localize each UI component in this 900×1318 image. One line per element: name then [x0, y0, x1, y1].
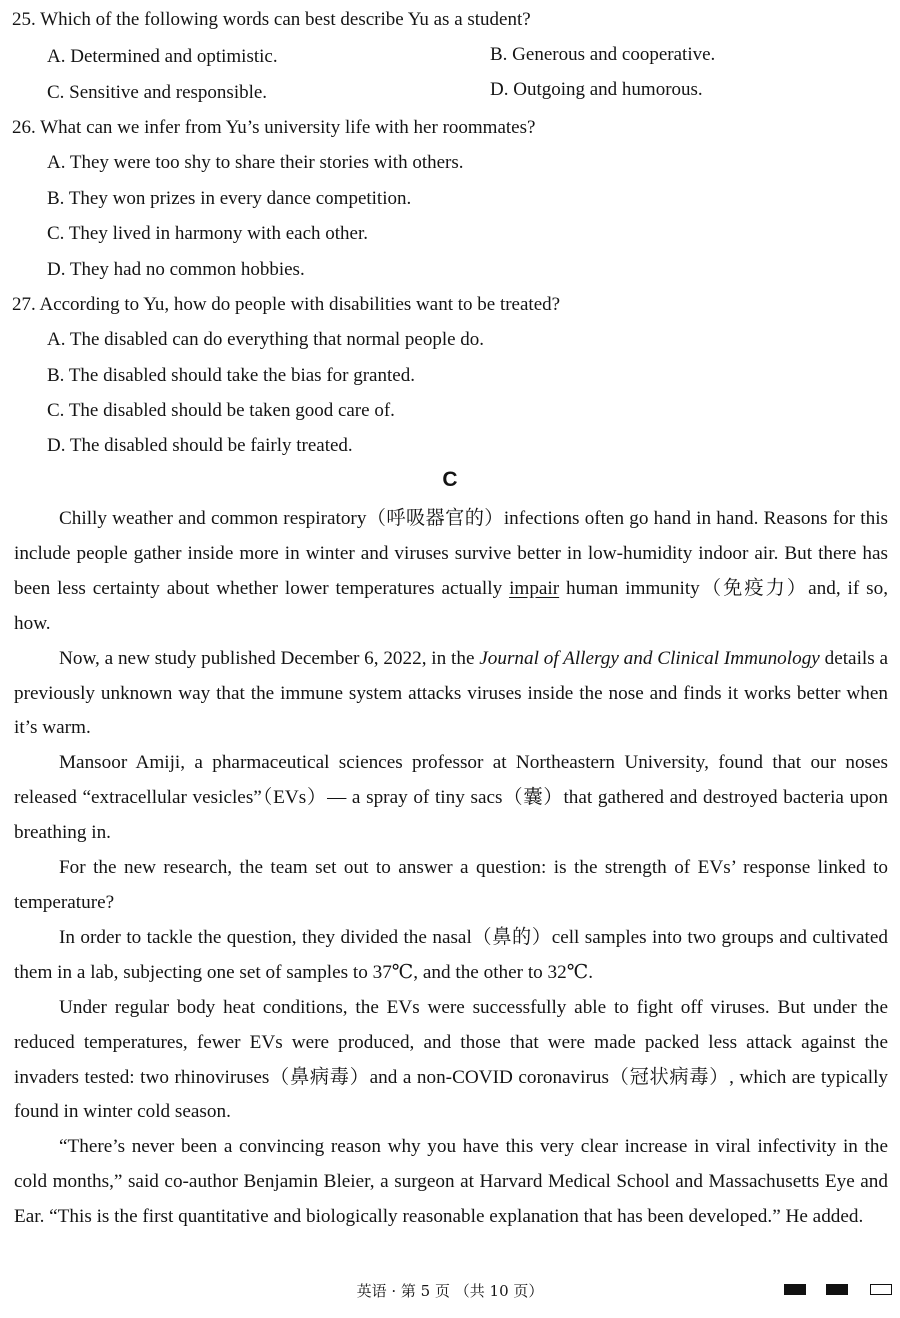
option-a: A. The disabled can do everything that normal people do.: [47, 329, 485, 350]
question-26: [12, 116, 535, 140]
question-number: 27.: [12, 294, 36, 315]
paragraph-text: details a previously unknown way that the immune system attacks viruses inside the nose and finds it works better when it’s warm.: [14, 647, 889, 739]
option-c: C. They lived in harmony with each other.: [47, 223, 368, 244]
empty-square-icon: [870, 1284, 892, 1295]
paragraph-7: “There’s never been a convincing reason why you have this very clear increase in viral infectivity in the cold months,” said co-author Benjamin Bleier, a surgeon at Harvard Medical School and Massachusetts Eye and Ear. “This is the first quantitative and biologically reasonable explanation that has been developed.” He added.: [14, 1136, 888, 1228]
question-number: 26.: [12, 117, 36, 138]
question-25: [12, 8, 531, 32]
question-stem: Which of the following words can best describe Yu as a student?: [40, 9, 531, 30]
filled-square-icon: [826, 1284, 848, 1295]
paragraph-text: Chilly weather and common respiratory（呼吸器官的）infections often go hand in hand. Reasons for this include people gather inside more in winter and viruses survive better in low-humidity indoor air. But there has been less certainty about whether lower temperatures actually: [14, 508, 888, 599]
option-c: C. Sensitive and responsible.: [47, 82, 268, 103]
option-b: B. Generous and cooperative.: [490, 44, 716, 65]
question-stem: What can we infer from Yu’s university life with her roommates?: [40, 117, 536, 138]
paragraph-1: [14, 502, 888, 642]
paragraph-5: In order to tackle the question, they divided the nasal（鼻的）cell samples into two groups and cultivated them in a lab, subjecting one set of samples to 37℃, and the other to 32℃.: [14, 926, 888, 983]
option-d: D. They had no common hobbies.: [47, 259, 305, 280]
option-d: D. The disabled should be fairly treated.: [47, 435, 353, 456]
paragraph-3: Mansoor Amiji, a pharmaceutical sciences professor at Northeastern University, found that our noses released “extracellular vesicles”（EVs）— a spray of tiny sacs（囊）that gathered and destroyed bacteria upon breathing in.: [14, 752, 888, 844]
paragraph-text: human immunity（免疫力）and, if so, how.: [14, 577, 888, 634]
option-c: C. The disabled should be taken good care of.: [47, 400, 395, 421]
journal-title: Journal of Allergy and Clinical Immunology: [479, 647, 820, 669]
option-b: B. They won prizes in every dance competition.: [47, 188, 412, 209]
paragraph-4: For the new research, the team set out to answer a question: is the strength of EVs’ response linked to temperature?: [14, 857, 888, 913]
reading-passage: [14, 502, 888, 1235]
underlined-word: impair: [509, 577, 560, 599]
section-heading: C: [442, 468, 458, 491]
option-a: A. Determined and optimistic.: [47, 46, 278, 67]
filled-square-icon: [784, 1284, 806, 1295]
paragraph-text: Now, a new study published December 6, 2022, in the: [59, 647, 480, 669]
option-b: B. The disabled should take the bias for granted.: [47, 365, 415, 386]
paragraph-6: Under regular body heat conditions, the EVs were successfully able to fight off viruses. But under the reduced temperatures, fewer EVs were produced, and those that were made packed less attack against the invaders tested: two rhinoviruses（鼻病毒）and a non-COVID coronavirus（冠状病毒）, which are typically found in winter cold season.: [14, 996, 888, 1123]
page-footer: 英语 · 第 5 页 （共 10 页）: [356, 1282, 544, 1300]
question-number: 25.: [12, 9, 36, 30]
question-stem: According to Yu, how do people with disabilities want to be treated?: [39, 294, 561, 315]
option-a: A. They were too shy to share their stories with others.: [47, 152, 464, 173]
option-d: D. Outgoing and humorous.: [490, 79, 703, 100]
question-27: [12, 293, 560, 317]
paragraph-2: [14, 642, 888, 747]
